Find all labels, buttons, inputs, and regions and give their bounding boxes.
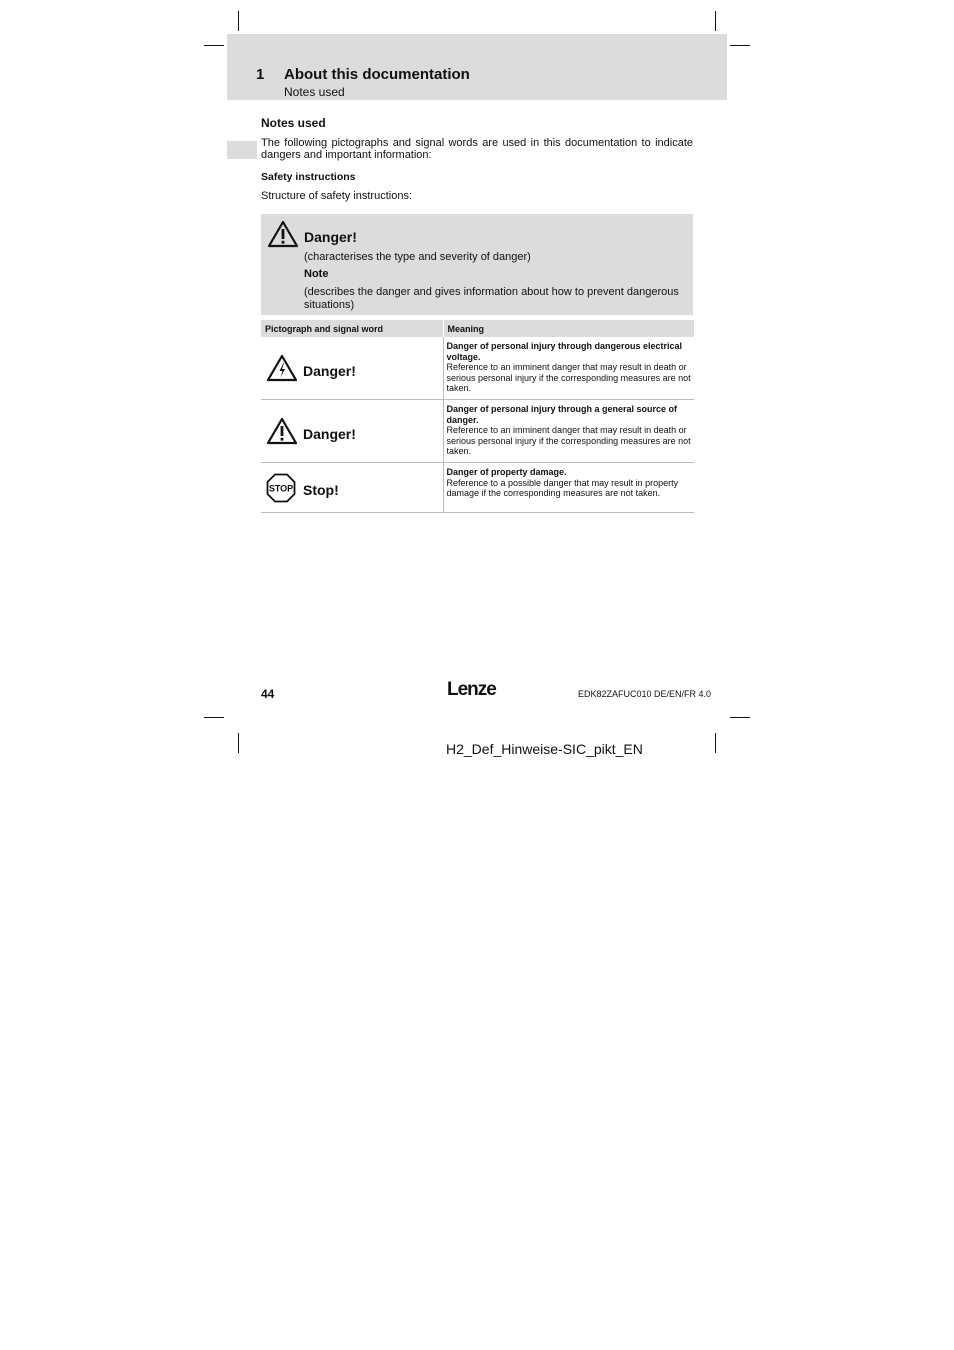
column-header-pictograph: Pictograph and signal word xyxy=(261,320,443,337)
meaning-title: Danger of personal injury through dangerous electrical voltage. xyxy=(446,341,683,362)
column-header-meaning: Meaning xyxy=(443,320,694,337)
chapter-title: About this documentation xyxy=(284,66,470,83)
table-row xyxy=(261,400,694,463)
crop-mark xyxy=(715,11,716,31)
warning-triangle-icon xyxy=(267,220,299,253)
meaning-cell xyxy=(443,463,694,513)
table-header-row xyxy=(261,320,694,337)
danger-structure-box xyxy=(261,214,693,315)
meaning-cell xyxy=(443,337,694,400)
crop-mark xyxy=(730,717,750,718)
lenze-logo: Lenze xyxy=(447,679,496,700)
signal-word: Danger! xyxy=(303,426,356,442)
warning-triangle-icon xyxy=(266,417,298,450)
crop-mark xyxy=(238,11,239,31)
safety-instructions-heading: Safety instructions xyxy=(261,171,356,183)
meaning-cell xyxy=(443,400,694,463)
structure-text: Structure of safety instructions: xyxy=(261,190,413,202)
pictograph-cell xyxy=(261,400,443,463)
crop-mark xyxy=(204,717,224,718)
stop-sign-label: STOP xyxy=(268,483,294,494)
meaning-text: Reference to an imminent danger that may result in death or serious personal injury if the corresponding measures are not taken. xyxy=(446,425,691,456)
pictograph-cell xyxy=(261,337,443,400)
chapter-subtitle: Notes used xyxy=(284,85,345,99)
pictograph-table xyxy=(261,320,695,513)
crop-mark xyxy=(238,733,239,753)
meaning-title: Danger of property damage. xyxy=(446,467,567,477)
danger-description: (describes the danger and gives information about how to prevent dangerous situations) xyxy=(304,286,679,311)
stop-sign-icon xyxy=(266,473,296,508)
signal-word: Danger! xyxy=(303,363,356,379)
document-id: EDK82ZAFUC010 DE/EN/FR 4.0 xyxy=(578,689,712,699)
crop-mark xyxy=(204,45,224,46)
pictograph-cell xyxy=(261,463,443,513)
electrical-hazard-icon xyxy=(266,354,298,387)
signal-word: Stop! xyxy=(303,482,339,498)
crop-mark xyxy=(730,45,750,46)
danger-characterisation: (characterises the type and severity of danger) xyxy=(304,251,531,263)
table-row xyxy=(261,463,694,513)
meaning-title: Danger of personal injury through a general source of danger. xyxy=(446,404,678,425)
meaning-text: Reference to a possible danger that may result in property damage if the corresponding measures are not taken. xyxy=(446,477,679,498)
page-number: 44 xyxy=(261,687,275,701)
table-row xyxy=(261,337,694,400)
intro-paragraph: The following pictographs and signal words are used in this documentation to indicate dangers and important information: xyxy=(261,137,693,161)
file-tag: H2_Def_Hinweise-SIC_pikt_EN xyxy=(446,741,643,757)
note-label: Note xyxy=(304,268,329,280)
crop-mark xyxy=(715,733,716,753)
meaning-text: Reference to an imminent danger that may result in death or serious personal injury if the corresponding measures are not taken. xyxy=(446,362,691,393)
section-heading: Notes used xyxy=(261,116,326,130)
margin-marker xyxy=(227,141,257,159)
danger-title: Danger! xyxy=(304,229,357,245)
chapter-number: 1 xyxy=(256,66,265,83)
